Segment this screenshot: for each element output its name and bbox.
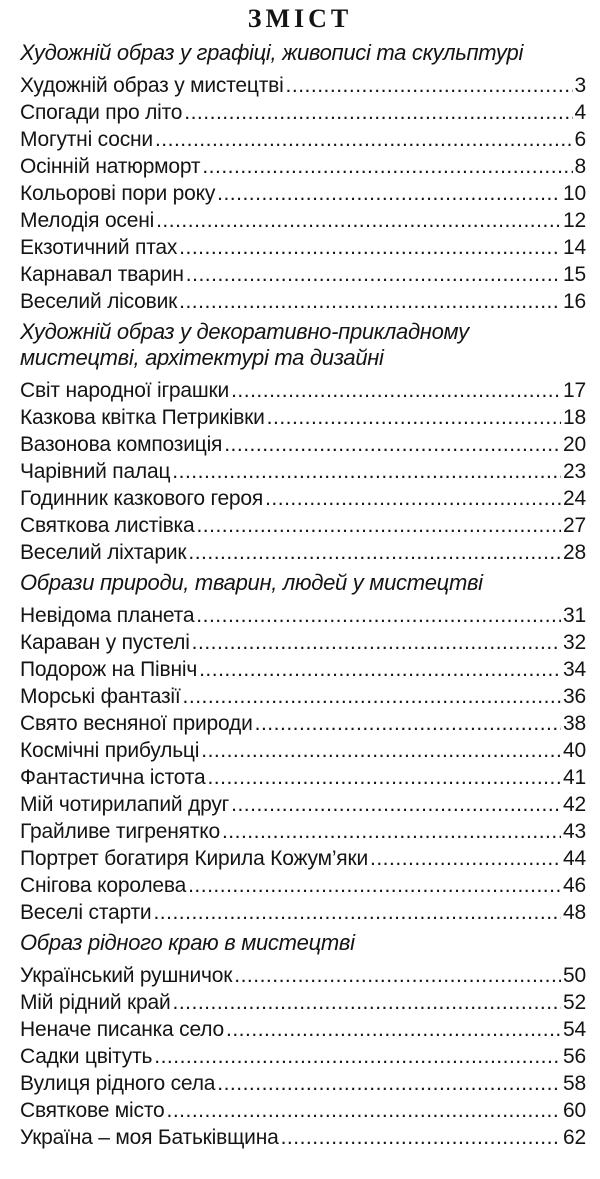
toc-section-3 [0, 566, 600, 926]
entry-page-number: 4 [574, 101, 586, 124]
dot-leader [192, 629, 561, 656]
dot-leader [267, 404, 561, 431]
dot-leader [179, 288, 561, 315]
dot-leader [265, 485, 561, 512]
toc-entry[interactable] [0, 962, 600, 989]
entry-title: Фантастична істота [20, 766, 206, 789]
entry-title: Садки цвітуть [20, 1045, 153, 1068]
entry-title: Вулиця рідного села [20, 1072, 216, 1095]
entry-page-number: 18 [563, 406, 586, 429]
toc-entry[interactable] [0, 512, 600, 539]
entry-page-number: 31 [563, 604, 586, 627]
dot-leader [183, 683, 562, 710]
entry-list [0, 962, 600, 1151]
dot-leader [217, 180, 561, 207]
entry-title: Осінній натюрморт [20, 155, 201, 178]
dot-leader [281, 1124, 561, 1151]
toc-entry[interactable] [0, 458, 600, 485]
dot-leader [222, 818, 561, 845]
entry-page-number: 52 [563, 991, 586, 1014]
entry-page-number: 17 [563, 379, 586, 402]
entry-title: Годинник казкового героя [20, 487, 264, 510]
entry-page-number: 3 [574, 74, 586, 97]
entry-title: Мій чотирилапий друг [20, 793, 230, 816]
entry-page-number: 38 [563, 712, 586, 735]
entry-page-number: 58 [563, 1072, 586, 1095]
entry-title: Україна – моя Батьківщина [20, 1126, 279, 1149]
entry-page-number: 44 [563, 847, 586, 870]
entry-title: Художній образ у мистецтві [20, 74, 284, 97]
toc-entry[interactable] [0, 1070, 600, 1097]
entry-title: Невідома планета [20, 604, 195, 627]
entry-page-number: 6 [574, 128, 586, 151]
entry-page-number: 62 [563, 1126, 586, 1149]
dot-leader [184, 99, 572, 126]
dot-leader [196, 512, 561, 539]
dot-leader [199, 656, 561, 683]
toc-entry[interactable] [0, 764, 600, 791]
page-title: ЗМІСТ [247, 4, 353, 33]
toc-entry[interactable] [0, 126, 600, 153]
entry-page-number: 34 [563, 658, 586, 681]
section-title-line-2: мистецтві, архітектурі та дизайні [20, 345, 384, 370]
entry-page-number: 24 [563, 487, 586, 510]
entry-page-number: 16 [563, 290, 586, 313]
entry-title: Снігова королева [20, 874, 187, 897]
dot-leader [201, 737, 561, 764]
dot-leader [207, 764, 561, 791]
entry-page-number: 12 [563, 209, 586, 232]
dot-leader [226, 1016, 561, 1043]
entry-title: Портрет богатиря Кирила Кожум’яки [20, 847, 369, 870]
entry-list [0, 72, 600, 315]
toc-entry[interactable] [0, 989, 600, 1016]
entry-page-number: 23 [563, 460, 586, 483]
entry-title: Веселий лісовик [20, 290, 178, 313]
entry-title: Чарівний палац [20, 460, 171, 483]
entry-page-number: 15 [563, 263, 586, 286]
toc-entry[interactable] [0, 377, 600, 404]
toc-entry[interactable] [0, 1124, 600, 1151]
entry-title: Могутні сосни [20, 128, 153, 151]
dot-leader [202, 153, 572, 180]
toc-entry[interactable] [0, 899, 600, 926]
entry-title: Карнавал тварин [20, 263, 184, 286]
toc-entry[interactable] [0, 180, 600, 207]
entry-title: Святкове місто [20, 1099, 165, 1122]
toc-entry[interactable] [0, 234, 600, 261]
entry-page-number: 14 [563, 236, 586, 259]
dot-leader [224, 431, 561, 458]
entry-page-number: 54 [563, 1018, 586, 1041]
toc-section-4 [0, 926, 600, 1151]
entry-title: Екзотичний птах [20, 236, 178, 259]
entry-page-number: 46 [563, 874, 586, 897]
entry-page-number: 10 [563, 182, 586, 205]
toc-entry[interactable] [0, 288, 600, 315]
entry-page-number: 8 [574, 155, 586, 178]
entry-page-number: 32 [563, 631, 586, 654]
toc-entry[interactable] [0, 539, 600, 566]
dot-leader [231, 377, 561, 404]
entry-title: Космічні прибульці [20, 739, 200, 762]
dot-leader [153, 899, 561, 926]
dot-leader [154, 1043, 561, 1070]
entry-page-number: 60 [563, 1099, 586, 1122]
toc-entry[interactable] [0, 683, 600, 710]
dot-leader [172, 458, 561, 485]
toc-section-2 [0, 315, 600, 566]
toc-entry[interactable] [0, 1016, 600, 1043]
entry-title: Вазонова композиція [20, 433, 223, 456]
dot-leader [173, 989, 562, 1016]
toc-entry[interactable] [0, 485, 600, 512]
entry-title: Святкова листівка [20, 514, 195, 537]
toc-entry[interactable] [0, 72, 600, 99]
entry-page-number: 42 [563, 793, 586, 816]
dot-leader [188, 539, 561, 566]
toc-entry[interactable] [0, 791, 600, 818]
toc-entry[interactable] [0, 710, 600, 737]
entry-page-number: 28 [563, 541, 586, 564]
section-title [0, 315, 600, 377]
dot-leader [166, 1097, 561, 1124]
entry-title: Казкова квітка Петриківки [20, 406, 265, 429]
entry-title: Грайливе тигренятко [20, 820, 220, 843]
entry-list [0, 377, 600, 566]
section-title: Художній образ у графіці, живописі та скульптурі [20, 40, 524, 65]
entry-title: Веселий ліхтарик [20, 541, 187, 564]
toc-entry[interactable] [0, 404, 600, 431]
entry-page-number: 43 [563, 820, 586, 843]
toc-entry[interactable] [0, 872, 600, 899]
dot-leader [156, 207, 561, 234]
entry-title: Морські фантазії [20, 685, 181, 708]
toc-entry[interactable] [0, 737, 600, 764]
entry-page-number: 20 [563, 433, 586, 456]
entry-page-number: 50 [563, 964, 586, 987]
entry-title: Подорож на Північ [20, 658, 198, 681]
entry-page-number: 41 [563, 766, 586, 789]
section-title-line-1: Художній образ у декоративно-прикладному [20, 319, 469, 344]
toc-entry[interactable] [0, 818, 600, 845]
entry-page-number: 40 [563, 739, 586, 762]
toc-section-1 [0, 36, 600, 315]
dot-leader [234, 962, 561, 989]
dot-leader [370, 845, 561, 872]
toc-entry[interactable] [0, 845, 600, 872]
toc-entry[interactable] [0, 1097, 600, 1124]
toc-entry[interactable] [0, 431, 600, 458]
toc-entry[interactable] [0, 602, 600, 629]
entry-title: Спогади про літо [20, 101, 183, 124]
entry-title: Веселі старти [20, 901, 152, 924]
entry-title: Караван у пустелі [20, 631, 190, 654]
entry-page-number: 56 [563, 1045, 586, 1068]
entry-page-number: 27 [563, 514, 586, 537]
toc-entry[interactable] [0, 99, 600, 126]
entry-title: Кольорові пори року [20, 182, 216, 205]
toc-entry[interactable] [0, 153, 600, 180]
entry-title: Мій рідний край [20, 991, 171, 1014]
section-title: Образ рідного краю в мистецтві [20, 930, 355, 955]
toc-entry[interactable] [0, 656, 600, 683]
entry-title: Український рушничок [20, 964, 233, 987]
dot-leader [188, 872, 561, 899]
entry-list [0, 602, 600, 926]
dot-leader [186, 261, 561, 288]
entry-title: Неначе писанка село [20, 1018, 225, 1041]
dot-leader [196, 602, 561, 629]
dot-leader [155, 126, 573, 153]
section-title: Образи природи, тварин, людей у мистецтві [20, 570, 483, 595]
entry-title: Світ народної іграшки [20, 379, 230, 402]
entry-title: Свято весняної природи [20, 712, 253, 735]
entry-title: Мелодія осені [20, 209, 155, 232]
toc-entry[interactable] [0, 1043, 600, 1070]
dot-leader [179, 234, 561, 261]
dot-leader [231, 791, 561, 818]
entry-page-number: 36 [563, 685, 586, 708]
dot-leader [255, 710, 561, 737]
toc-entry[interactable] [0, 629, 600, 656]
toc-entry[interactable] [0, 207, 600, 234]
entry-page-number: 48 [563, 901, 586, 924]
dot-leader [217, 1070, 561, 1097]
toc-entry[interactable] [0, 261, 600, 288]
dot-leader [286, 72, 573, 99]
